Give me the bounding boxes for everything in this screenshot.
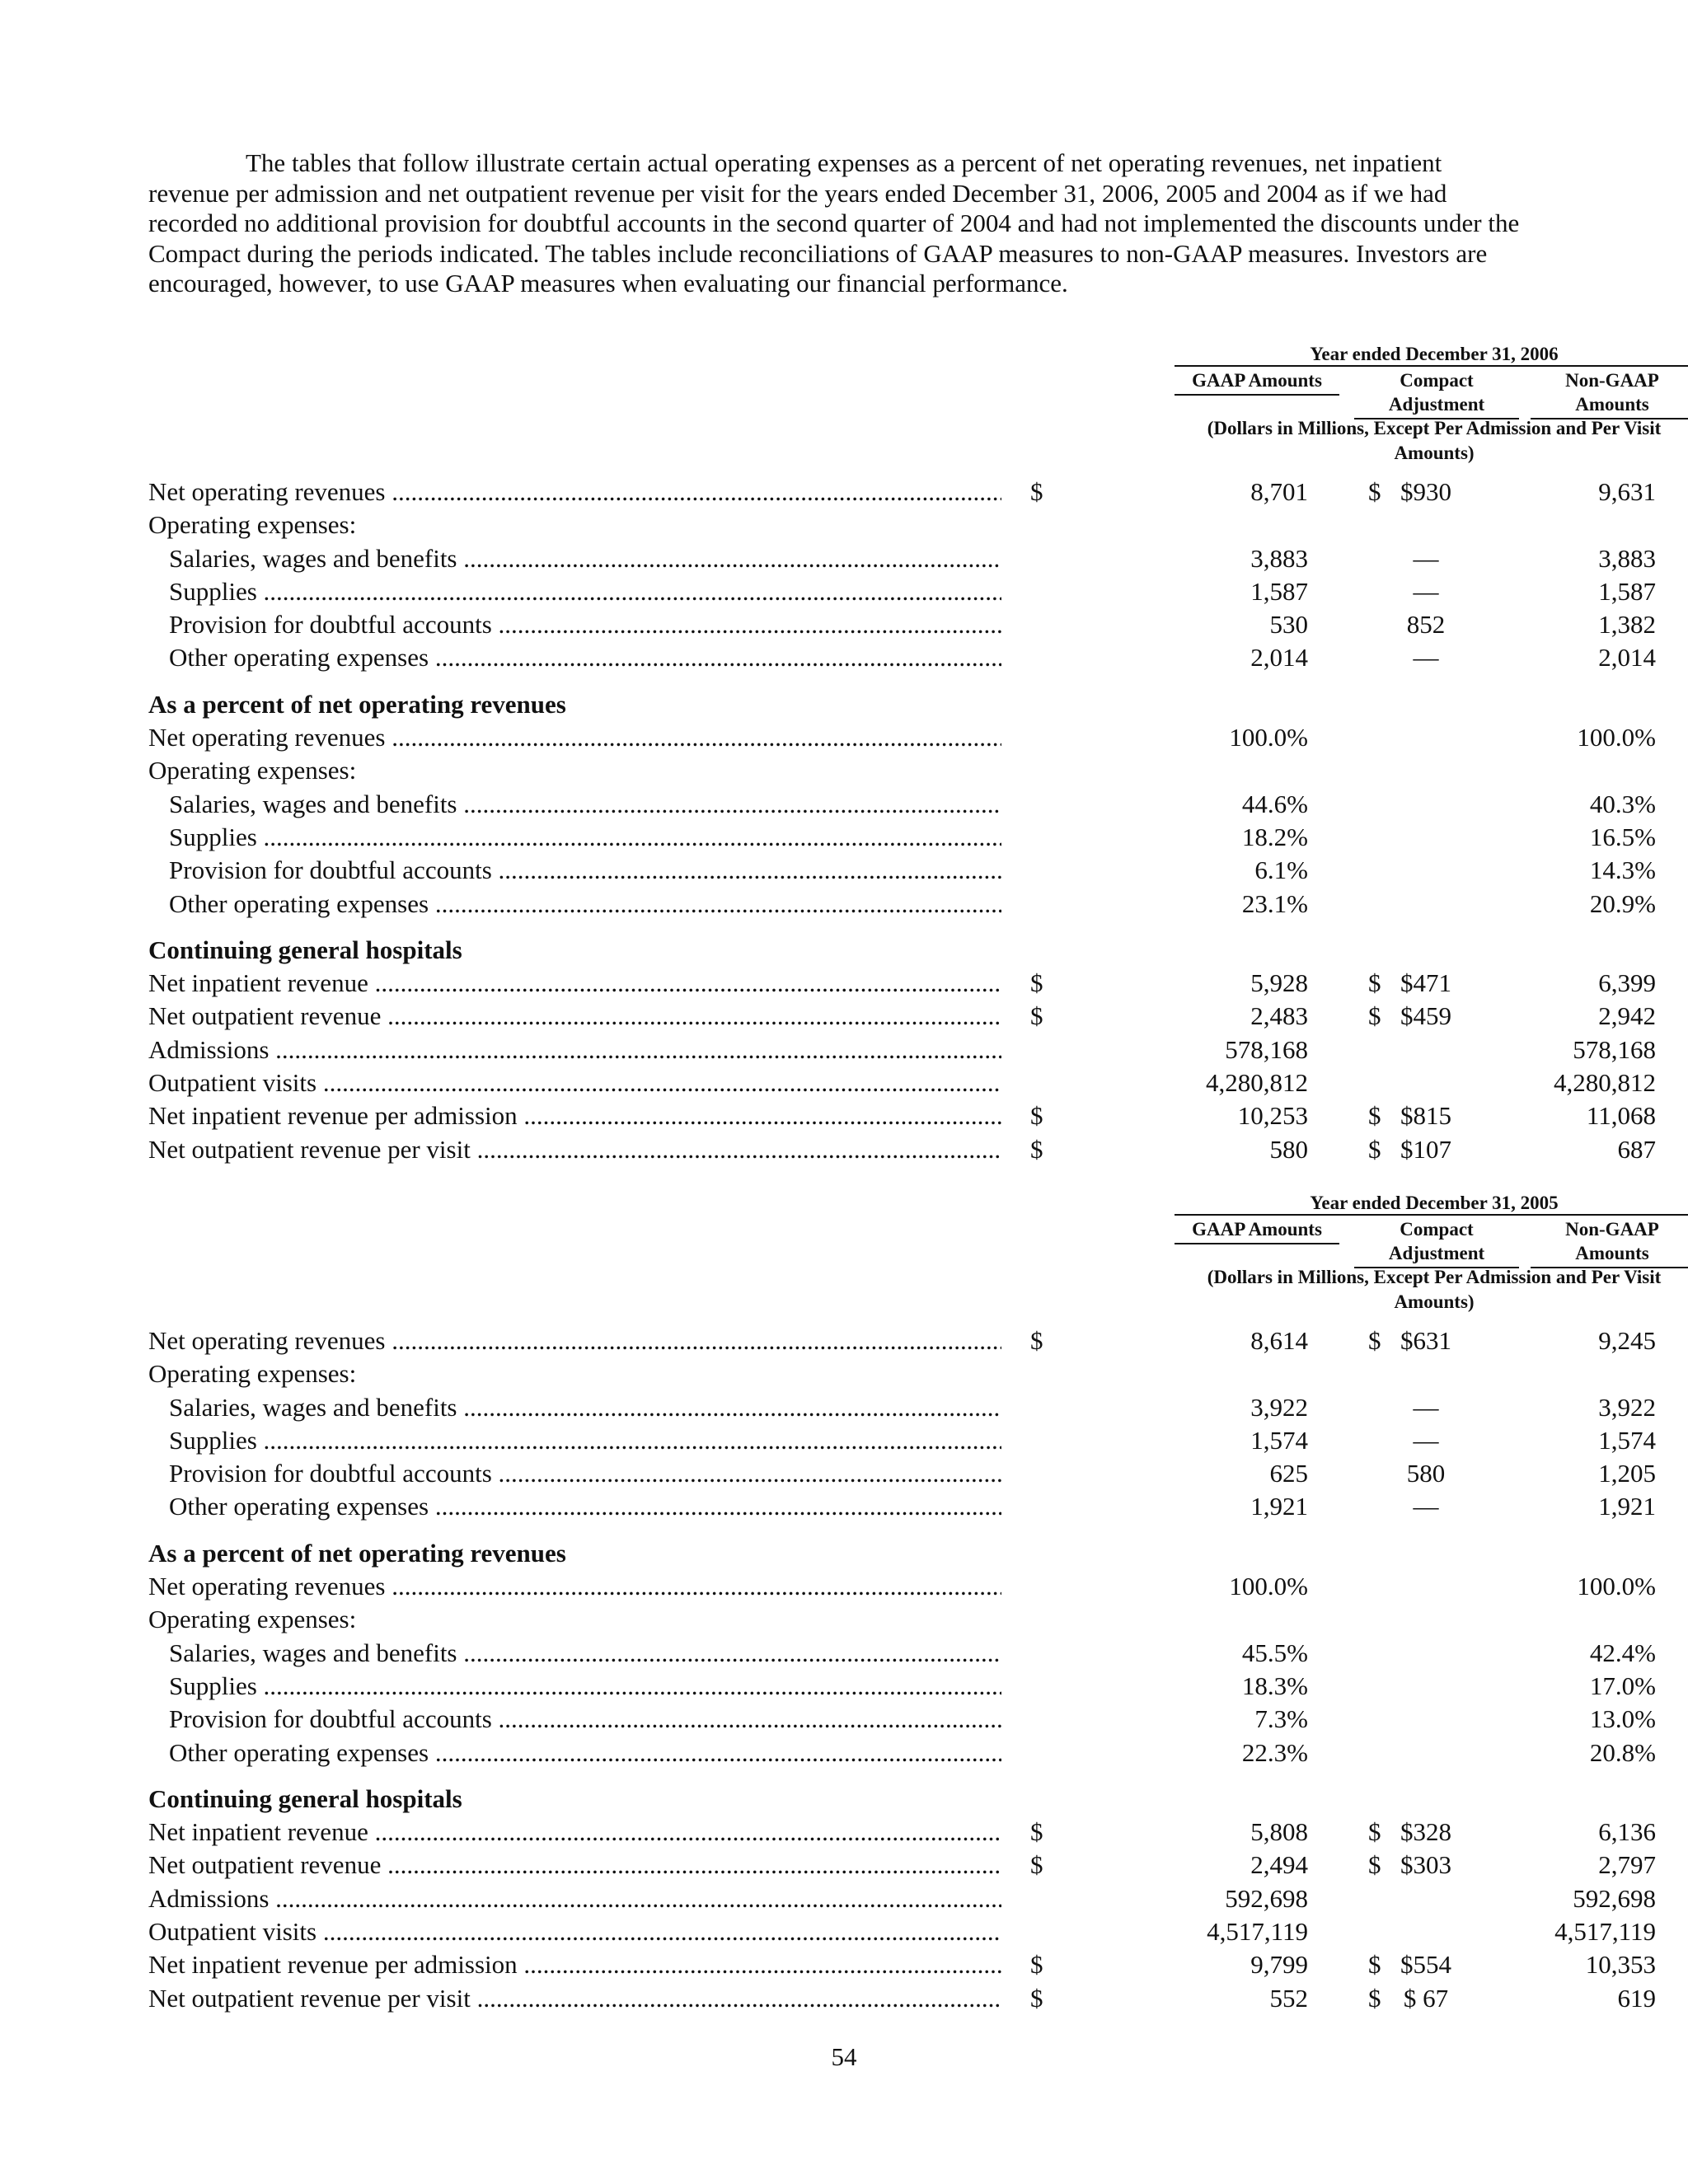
nongaap-value: 14.3% [1589,855,1656,885]
dollar-sign: $ [1030,477,1043,506]
row-label: Net outpatient revenue per visit ..... [148,1133,1001,1166]
dollar-sign: $ [1368,1326,1381,1355]
nongaap-value: 3,922 [1598,1392,1656,1422]
dollar-sign: $ [1368,1101,1381,1131]
col-header-nongaap: Non-GAAP Amounts [1531,1217,1688,1268]
table-row [148,1490,1656,1523]
compact-value: $930 [1400,477,1451,506]
section-heading: As a percent of net operating revenues [148,689,566,719]
section-heading: Continuing general hospitals [148,1783,462,1813]
table-row [148,1882,1656,1915]
row-label: Supplies ..... [148,1670,1001,1703]
table-row [148,854,1656,887]
gaap-value: 22.3% [1241,1737,1308,1767]
table-row [148,509,1541,541]
table-row [148,542,1656,575]
table-row [148,1570,1656,1603]
table-row [148,1391,1656,1424]
compact-value: $554 [1400,1950,1451,1980]
nongaap-value: 1,205 [1598,1459,1656,1488]
table-header [1175,1191,1688,1315]
dollar-sign: $ [1368,968,1381,998]
section-heading-row [148,688,1541,721]
table-row [148,888,1656,921]
gaap-value: 100.0% [1229,723,1308,752]
compact-value: — [1413,543,1439,573]
compact-value: — [1413,1425,1439,1455]
row-label: Operating expenses: [148,1359,357,1389]
row-label: Net operating revenues ..... [148,1324,1001,1357]
nongaap-value: 6,136 [1598,1817,1656,1847]
dollar-sign: $ [1368,1850,1381,1880]
nongaap-value: 578,168 [1573,1034,1656,1064]
row-label: Other operating expenses ..... [148,1736,1001,1769]
nongaap-value: 17.0% [1589,1671,1656,1700]
nongaap-value: 9,631 [1598,477,1656,506]
gaap-value: 552 [1269,1983,1308,2013]
row-label: Outpatient visits ..... [148,1915,1001,1948]
col-header-compact: Compact Adjustment [1354,1217,1519,1268]
nongaap-value: 100.0% [1577,1572,1656,1601]
nongaap-value: 6,399 [1598,968,1656,998]
row-label: Provision for doubtful accounts ..... [148,608,1001,641]
row-label: Net operating revenues ..... [148,476,1001,509]
dollar-sign: $ [1368,1134,1381,1164]
compact-value: $328 [1400,1817,1451,1847]
table-row [148,1849,1656,1882]
dollar-sign: $ [1030,968,1043,998]
compact-value: $459 [1400,1001,1451,1031]
col-header-compact: Compact Adjustment [1354,368,1519,419]
compact-value: — [1413,1392,1439,1422]
gaap-value: 23.1% [1241,888,1308,918]
dollar-sign: $ [1368,1950,1381,1980]
dollar-sign: $ [1368,1001,1381,1031]
table-rows [148,476,1656,1166]
dollar-sign: $ [1368,1983,1381,2013]
nongaap-value: 20.9% [1589,888,1656,918]
nongaap-value: 16.5% [1589,822,1656,851]
compact-value: — [1413,1492,1439,1521]
row-label: Provision for doubtful accounts ..... [148,1457,1001,1490]
compact-value: $303 [1400,1850,1451,1880]
table-2005 [148,1191,1662,2015]
row-label: Admissions ..... [148,1882,1001,1915]
dollar-sign: $ [1030,1817,1043,1847]
gaap-value: 2,014 [1250,643,1308,673]
table-row [148,641,1656,674]
gaap-value: 5,808 [1250,1817,1308,1847]
gaap-value: 592,698 [1225,1883,1308,1913]
row-label: Operating expenses: [148,510,357,540]
dollar-sign: $ [1368,1817,1381,1847]
nongaap-value: 1,587 [1598,576,1656,606]
row-label: Net outpatient revenue ..... [148,1849,1001,1882]
gaap-value: 10,253 [1237,1101,1308,1131]
column-headers [1175,367,1688,416]
dollar-sign: $ [1030,1983,1043,2013]
section-heading-row [148,934,1541,967]
row-label: Salaries, wages and benefits ..... [148,542,1001,575]
section-heading-row [148,1783,1541,1816]
nongaap-value: 2,797 [1598,1850,1656,1880]
col-header-gaap: GAAP Amounts [1175,1217,1339,1244]
gaap-value: 3,883 [1250,543,1308,573]
dollar-sign: $ [1030,1326,1043,1355]
compact-value: $471 [1400,968,1451,998]
gaap-value: 44.6% [1241,789,1308,818]
compact-value: $815 [1400,1101,1451,1131]
year-header: Year ended December 31, 2005 [1175,1191,1688,1216]
row-label: Supplies ..... [148,821,1001,854]
units-note: (Dollars in Millions, Except Per Admission and Per Visit Amounts) [1207,418,1662,463]
compact-value: — [1413,576,1439,606]
table-row [148,1099,1656,1132]
gaap-value: 9,799 [1250,1950,1308,1980]
table-row [148,1324,1656,1357]
section-heading: As a percent of net operating revenues [148,1538,566,1568]
nongaap-value: 2,014 [1598,643,1656,673]
nongaap-value: 9,245 [1598,1326,1656,1355]
table-rows [148,1324,1656,2015]
row-label: Net operating revenues ..... [148,1570,1001,1603]
gaap-value: 3,922 [1250,1392,1308,1422]
gaap-value: 4,517,119 [1207,1917,1308,1947]
units-note: (Dollars in Millions, Except Per Admission and Per Visit Amounts) [1207,1267,1662,1312]
gaap-value: 100.0% [1229,1572,1308,1601]
gaap-value: 578,168 [1225,1034,1308,1064]
nongaap-value: 20.8% [1589,1737,1656,1767]
gaap-value: 45.5% [1241,1638,1308,1667]
table-header [1175,342,1688,466]
table-row [148,1816,1656,1849]
table-row [148,1703,1656,1736]
compact-value: — [1413,643,1439,673]
table-row [148,1457,1656,1490]
gaap-value: 2,483 [1250,1001,1308,1031]
table-row [148,1736,1656,1769]
gaap-value: 8,614 [1250,1326,1308,1355]
table-row [148,575,1656,608]
row-label: Operating expenses: [148,1605,357,1634]
compact-value: $631 [1400,1326,1451,1355]
section-heading-row [148,1537,1541,1570]
year-header: Year ended December 31, 2006 [1175,342,1688,367]
table-row [148,788,1656,821]
row-label: Net inpatient revenue ..... [148,1816,1001,1849]
dollar-sign: $ [1030,1850,1043,1880]
gaap-value: 1,921 [1250,1492,1308,1521]
table-row [148,721,1656,754]
row-label: Operating expenses: [148,756,357,785]
table-row [148,821,1656,854]
row-label: Salaries, wages and benefits ..... [148,1391,1001,1424]
nongaap-value: 10,353 [1585,1950,1656,1980]
section-heading: Continuing general hospitals [148,935,462,964]
table-row [148,1948,1656,1981]
row-label: Net outpatient revenue per visit ..... [148,1982,1001,2015]
nongaap-value: 11,068 [1586,1101,1656,1131]
table-row [148,1637,1656,1670]
table-row [148,1915,1656,1948]
table-row [148,1670,1656,1703]
gaap-value: 530 [1269,610,1308,640]
table-row [148,1982,1656,2015]
column-headers [1175,1216,1688,1265]
gaap-value: 2,494 [1250,1850,1308,1880]
row-label: Outpatient visits ..... [148,1066,1001,1099]
gaap-value: 8,701 [1250,477,1308,506]
row-label: Net inpatient revenue per admission ..... [148,1099,1001,1132]
row-label: Provision for doubtful accounts ..... [148,1703,1001,1736]
nongaap-value: 1,382 [1598,610,1656,640]
table-row [148,1000,1656,1033]
table-row [148,1066,1656,1099]
row-label: Provision for doubtful accounts ..... [148,854,1001,887]
row-label: Supplies ..... [148,1424,1001,1457]
compact-value: 580 [1406,1459,1446,1488]
col-header-nongaap: Non-GAAP Amounts [1531,368,1688,419]
row-label: Net inpatient revenue ..... [148,967,1001,1000]
nongaap-value: 619 [1617,1983,1656,2013]
gaap-value: 625 [1269,1459,1308,1488]
compact-value: $ 67 [1403,1983,1449,2013]
nongaap-value: 40.3% [1589,789,1656,818]
dollar-sign: $ [1030,1001,1043,1031]
intro-paragraph: The tables that follow illustrate certain actual operating expenses as a percent of net operating revenues, net inpatient revenue per admission and net outpatient revenue per visit for the years ended December 31, 2006, 2005 and 2004 as if we had recorded no additional provision for doubtful accounts in the second quarter of 2004 and had not implemented the discounts under the Compact during the periods indicated. The tables include reconciliations of GAAP measures to non-GAAP measures. Investors are encouraged, however, to use GAAP measures when evaluating our financial performance. [148,148,1520,298]
row-label: Other operating expenses ..... [148,1490,1001,1523]
gaap-value: 580 [1269,1134,1308,1164]
compact-value: $107 [1400,1134,1451,1164]
col-header-gaap: GAAP Amounts [1175,368,1339,396]
gaap-value: 4,280,812 [1206,1068,1308,1098]
row-label: Salaries, wages and benefits ..... [148,788,1001,821]
nongaap-value: 3,883 [1598,543,1656,573]
row-label: Other operating expenses ..... [148,641,1001,674]
nongaap-value: 2,942 [1598,1001,1656,1031]
page-number: 54 [831,2042,857,2071]
table-row [148,1357,1541,1390]
nongaap-value: 592,698 [1573,1883,1656,1913]
table-row [148,608,1656,641]
dollar-sign: $ [1030,1101,1043,1131]
nongaap-value: 687 [1617,1134,1656,1164]
nongaap-value: 4,280,812 [1554,1068,1656,1098]
table-row [148,1603,1541,1636]
table-row [148,967,1656,1000]
gaap-value: 18.2% [1241,822,1308,851]
row-label: Admissions ..... [148,1033,1001,1066]
nongaap-value: 42.4% [1589,1638,1656,1667]
gaap-value: 6.1% [1254,855,1308,885]
table-row [148,754,1541,787]
table-row [148,1033,1656,1066]
dollar-sign: $ [1368,477,1381,506]
table-2006 [148,342,1662,1166]
dollar-sign: $ [1030,1950,1043,1980]
nongaap-value: 1,574 [1598,1425,1656,1455]
nongaap-value: 13.0% [1589,1704,1656,1734]
gaap-value: 5,928 [1250,968,1308,998]
gaap-value: 7.3% [1254,1704,1308,1734]
row-label: Net outpatient revenue ..... [148,1000,1001,1033]
row-label: Net inpatient revenue per admission ..... [148,1948,1001,1981]
table-row [148,1133,1656,1166]
dollar-sign: $ [1030,1134,1043,1164]
gaap-value: 18.3% [1241,1671,1308,1700]
row-label: Other operating expenses ..... [148,888,1001,921]
row-label: Supplies ..... [148,575,1001,608]
nongaap-value: 1,921 [1598,1492,1656,1521]
table-row [148,476,1656,509]
gaap-value: 1,587 [1250,576,1308,606]
row-label: Net operating revenues ..... [148,721,1001,754]
compact-value: 852 [1406,610,1446,640]
nongaap-value: 100.0% [1577,723,1656,752]
nongaap-value: 4,517,119 [1554,1917,1656,1947]
row-label: Salaries, wages and benefits ..... [148,1637,1001,1670]
table-row [148,1424,1656,1457]
gaap-value: 1,574 [1250,1425,1308,1455]
